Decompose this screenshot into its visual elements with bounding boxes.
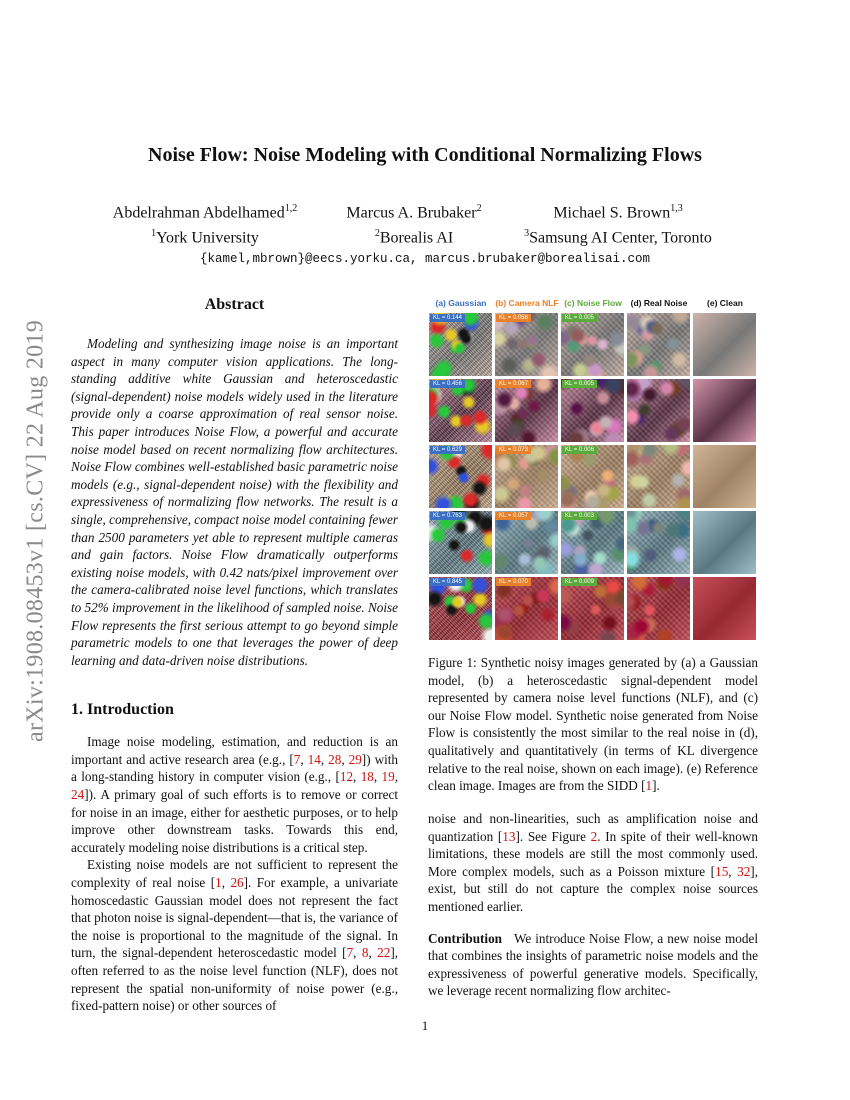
figure-image-noise-flow <box>561 313 624 376</box>
figure-image-real-noise <box>627 577 690 640</box>
author-2 <box>334 198 494 249</box>
citation-link[interactable]: 22 <box>377 945 391 961</box>
right-paragraph-1: noise and non-linearities, such as amplification noise and quantization [13]. See Figure 2. In spite of their well-known limitations, these models are still the most commonly used. More complex models, such as a Poisson mixture [15, 32], exist, but still do not capture the complex noise sources mentioned earlier. <box>428 811 758 914</box>
figure-image-real-noise <box>627 313 690 376</box>
figure-image-camera-nlf <box>495 577 558 640</box>
text-run: Existing noise models are not sufficient to represent the complexity of real noise [ <box>71 857 398 891</box>
author-name: Marcus A. Brubaker <box>346 204 477 222</box>
text-run: We introduce Noise Flow, a new noise model that combines the insights of parametric noise models and the expressiveness of powerful generative models. Specifically, we leverage recent normalizing flow architec- <box>428 930 758 999</box>
abstract-text: Modeling and synthesizing image noise is an important aspect in many computer vision applications. The long-standing additive white Gaussian and heteroscedastic (signal-dependent) noise models widely used in the literature provide only a coarse approximation of real sensor noise. This paper introduces Noise Flow, a powerful and accurate noise model based on recent normalizing flow architectures. Noise Flow combines well-established basic parametric noise models (e.g., signal-dependent noise) with the flexibility and expressiveness of normalizing flow networks. The result is a single, comprehensive, compact noise model containing fewer than 2500 parameters yet able to represent multiple cameras and gain factors. Noise Flow dramatically outperforms existing noise models, with 0.42 nats/pixel improvement over the camera-calibrated noise level functions, which translates to 52% improvement in the likelihood of sampled noise. Noise Flow represents the first serious attempt to go beyond simple parametric models to one that leverages the power of deep learning and data-driven noise distributions. <box>71 336 398 668</box>
figure-1-caption <box>428 654 758 795</box>
figure-image-camera-nlf <box>495 313 558 376</box>
affiliation-superscript: 1 <box>151 228 157 240</box>
affiliation: Borealis AI <box>379 229 454 247</box>
author-emails: {kamel,mbrown}@eecs.yorku.ca, marcus.brubaker@borealisai.com <box>199 252 651 266</box>
text-run: ], exist, but still do not capture the complex noise sources mentioned earlier. <box>428 863 758 914</box>
kl-divergence-badge: KL = 0.067 <box>496 380 531 388</box>
column-label-gaussian: (a) Gaussian <box>435 298 487 308</box>
figure-1 <box>428 298 758 585</box>
citation-link[interactable]: 1 <box>215 875 222 891</box>
kl-divergence-badge: KL = 0.763 <box>430 512 465 520</box>
page-number: 1 <box>421 1018 429 1033</box>
text-run: noise and non-linearities, such as amplification noise and quantization [ <box>428 811 758 844</box>
kl-divergence-badge: KL = 0.144 <box>430 314 465 322</box>
kl-divergence-badge: KL = 0.845 <box>430 578 465 586</box>
text-run: ]. For example, a univariate homoscedastic Gaussian model does not represent the fact that photon noise is signal-dependent—that is, the variance of the noise is proportional to the magnitude of the signal. In turn, the signal-dependent heteroscedastic model [ <box>71 875 398 961</box>
column-label-clean: (e) Clean <box>707 298 743 308</box>
author-3 <box>512 198 724 249</box>
figure-image-noise-flow <box>561 511 624 574</box>
column-label-camera-nlf: (b) Camera NLF <box>495 298 559 308</box>
author-name: Abdelrahman Abdelhamed <box>112 204 285 222</box>
contribution-paragraph <box>428 930 758 1000</box>
kl-divergence-badge: KL = 0.006 <box>562 446 597 454</box>
figure-image-noise-flow <box>561 445 624 508</box>
figure-image-clean <box>693 511 756 574</box>
affiliation-superscript: 2 <box>374 228 380 240</box>
section-heading-introduction: 1. Introduction <box>71 701 174 719</box>
citation-link[interactable]: 7 <box>293 751 301 767</box>
figure-image-real-noise <box>627 379 690 442</box>
citation-link[interactable]: 14 <box>307 751 321 767</box>
figure-image-camera-nlf <box>495 511 558 574</box>
kl-divergence-badge: KL = 0.003 <box>562 512 597 520</box>
figure-reference-link[interactable]: 2 <box>590 828 598 844</box>
affiliation: Samsung AI Center, Toronto <box>529 229 712 247</box>
citation-link[interactable]: 13 <box>502 828 516 844</box>
kl-divergence-badge: KL = 0.073 <box>496 446 531 454</box>
kl-divergence-badge: KL = 0.009 <box>562 578 597 586</box>
figure-image-gaussian <box>429 313 492 376</box>
figure-image-real-noise <box>627 511 690 574</box>
citation-link[interactable]: 12 <box>339 769 354 785</box>
kl-divergence-badge: KL = 0.005 <box>562 314 597 322</box>
citation-link[interactable]: 15 <box>715 863 729 879</box>
figure-image-camera-nlf <box>495 445 558 508</box>
citation-link[interactable]: 24 <box>71 787 85 803</box>
figure-image-noise-flow <box>561 577 624 640</box>
citation-link[interactable]: 26 <box>230 875 244 891</box>
figure-image-noise-flow <box>561 379 624 442</box>
text-run: ], often referred to as the noise level function (NLF), does not represent the spatial non-uniformity of noise power (e.g., fixed-pattern noise) or other sources of <box>71 945 399 1014</box>
right-column <box>428 810 758 1000</box>
citation-link[interactable]: 28 <box>328 751 342 767</box>
text-run: ]. See Figure <box>515 828 591 844</box>
left-column <box>71 296 398 1015</box>
citation-link[interactable]: 8 <box>361 945 369 961</box>
arxiv-identifier: arXiv:1908.08453v1 [cs.CV] 22 Aug 2019 <box>22 319 49 743</box>
kl-divergence-badge: KL = 0.629 <box>430 446 465 454</box>
kl-divergence-badge: KL = 0.070 <box>496 578 531 586</box>
author-superscript: 1,3 <box>670 203 683 214</box>
text-run: Figure 1: Synthetic noisy images generated by (a) a Gaussian model, (b) a heteroscedastic signal-dependent model represented by camera noise level functions (NLF), and (c) our Noise Flow model. Synthetic noise generated from Noise Flow is consistently the most similar to the real noise in (d), qualitatively and quantitatively (in terms of KL divergence relative to the real noise, shown on each image). (e) Reference clean image. Images are from the SIDD [ <box>428 655 758 794</box>
column-label-noise-flow: (c) Noise Flow <box>564 298 622 308</box>
paper-title: Noise Flow: Noise Modeling with Conditional Normalizing Flows <box>148 144 702 166</box>
author-superscript: 1,2 <box>284 203 298 214</box>
figure-image-gaussian <box>429 577 492 640</box>
figure-image-clean <box>693 577 756 640</box>
figure-image-camera-nlf <box>495 379 558 442</box>
kl-divergence-badge: KL = 0.005 <box>562 380 597 388</box>
text-run: ]) with a long-standing history in computer vision (e.g., [ <box>71 751 399 785</box>
kl-divergence-badge: KL = 0.057 <box>496 512 531 520</box>
figure-image-clean <box>693 379 756 442</box>
citation-link[interactable]: 19 <box>381 769 395 785</box>
intro-paragraph-2: Existing noise models are not sufficient to represent the complexity of real noise [1, 26]. For example, a univariate homoscedastic Gaussian model does not represent the fact that photon noise is signal-dependent—that is, the variance of the noise is proportional to the magnitude of the signal. In turn, the signal-dependent heteroscedastic model [7, 8, 22], often referred to as the noise level function (NLF), does not represent the spatial non-uniformity of noise power (e.g., fixed-pattern noise) or other sources of <box>71 857 399 1014</box>
citation-link[interactable]: 29 <box>348 751 362 767</box>
citation-link[interactable]: 7 <box>346 945 354 961</box>
affiliation: York University <box>156 229 259 247</box>
author-superscript: 2 <box>476 203 482 214</box>
text-run: . In spite of their well-known limitations, these models are still the most commonly used. More complex models, such as a Poisson mixture [ <box>428 828 758 879</box>
citation-link[interactable]: 32 <box>737 863 751 879</box>
kl-divergence-badge: KL = 0.056 <box>496 314 531 322</box>
figure-image-gaussian <box>429 511 492 574</box>
kl-divergence-badge: KL = 0.456 <box>430 380 465 388</box>
citation-link[interactable]: 1 <box>645 778 653 794</box>
column-label-real-noise: (d) Real Noise <box>630 298 688 308</box>
author-name: Michael S. Brown <box>553 204 671 222</box>
figure-column-labels <box>428 298 758 312</box>
intro-paragraph-1: Image noise modeling, estimation, and reduction is an important and active research area (e.g., [7, 14, 28, 29]) with a long-standing history in computer vision (e.g., [12, 18, 19, 24]). A primary goal of such efforts is to remove or correct for noise in an image, either for aesthetic purposes, or to help improve other downstream tasks. Towards this end, accurately modeling noise distributions is a critical step. <box>71 734 399 855</box>
figure-image-clean <box>693 445 756 508</box>
text-run: Image noise modeling, estimation, and reduction is an important and active research area (e.g., [ <box>71 734 398 767</box>
noise-image-grid <box>428 312 758 642</box>
figure-image-gaussian <box>429 445 492 508</box>
figure-image-clean <box>693 313 756 376</box>
abstract-heading: Abstract <box>204 296 265 313</box>
text-run: ]). A primary goal of such efforts is to remove or correct for noise in an image, either for aesthetic purposes, or to help improve other downstream tasks. Towards this end, accurately modeling noise distributions is a critical step. <box>71 787 398 855</box>
affiliation-superscript: 3 <box>524 228 530 240</box>
text-run: ]. <box>652 778 660 794</box>
citation-link[interactable]: 18 <box>360 769 374 785</box>
author-1 <box>102 198 308 249</box>
figure-image-gaussian <box>429 379 492 442</box>
figure-image-real-noise <box>627 445 690 508</box>
contribution-lead: Contribution <box>428 930 503 946</box>
